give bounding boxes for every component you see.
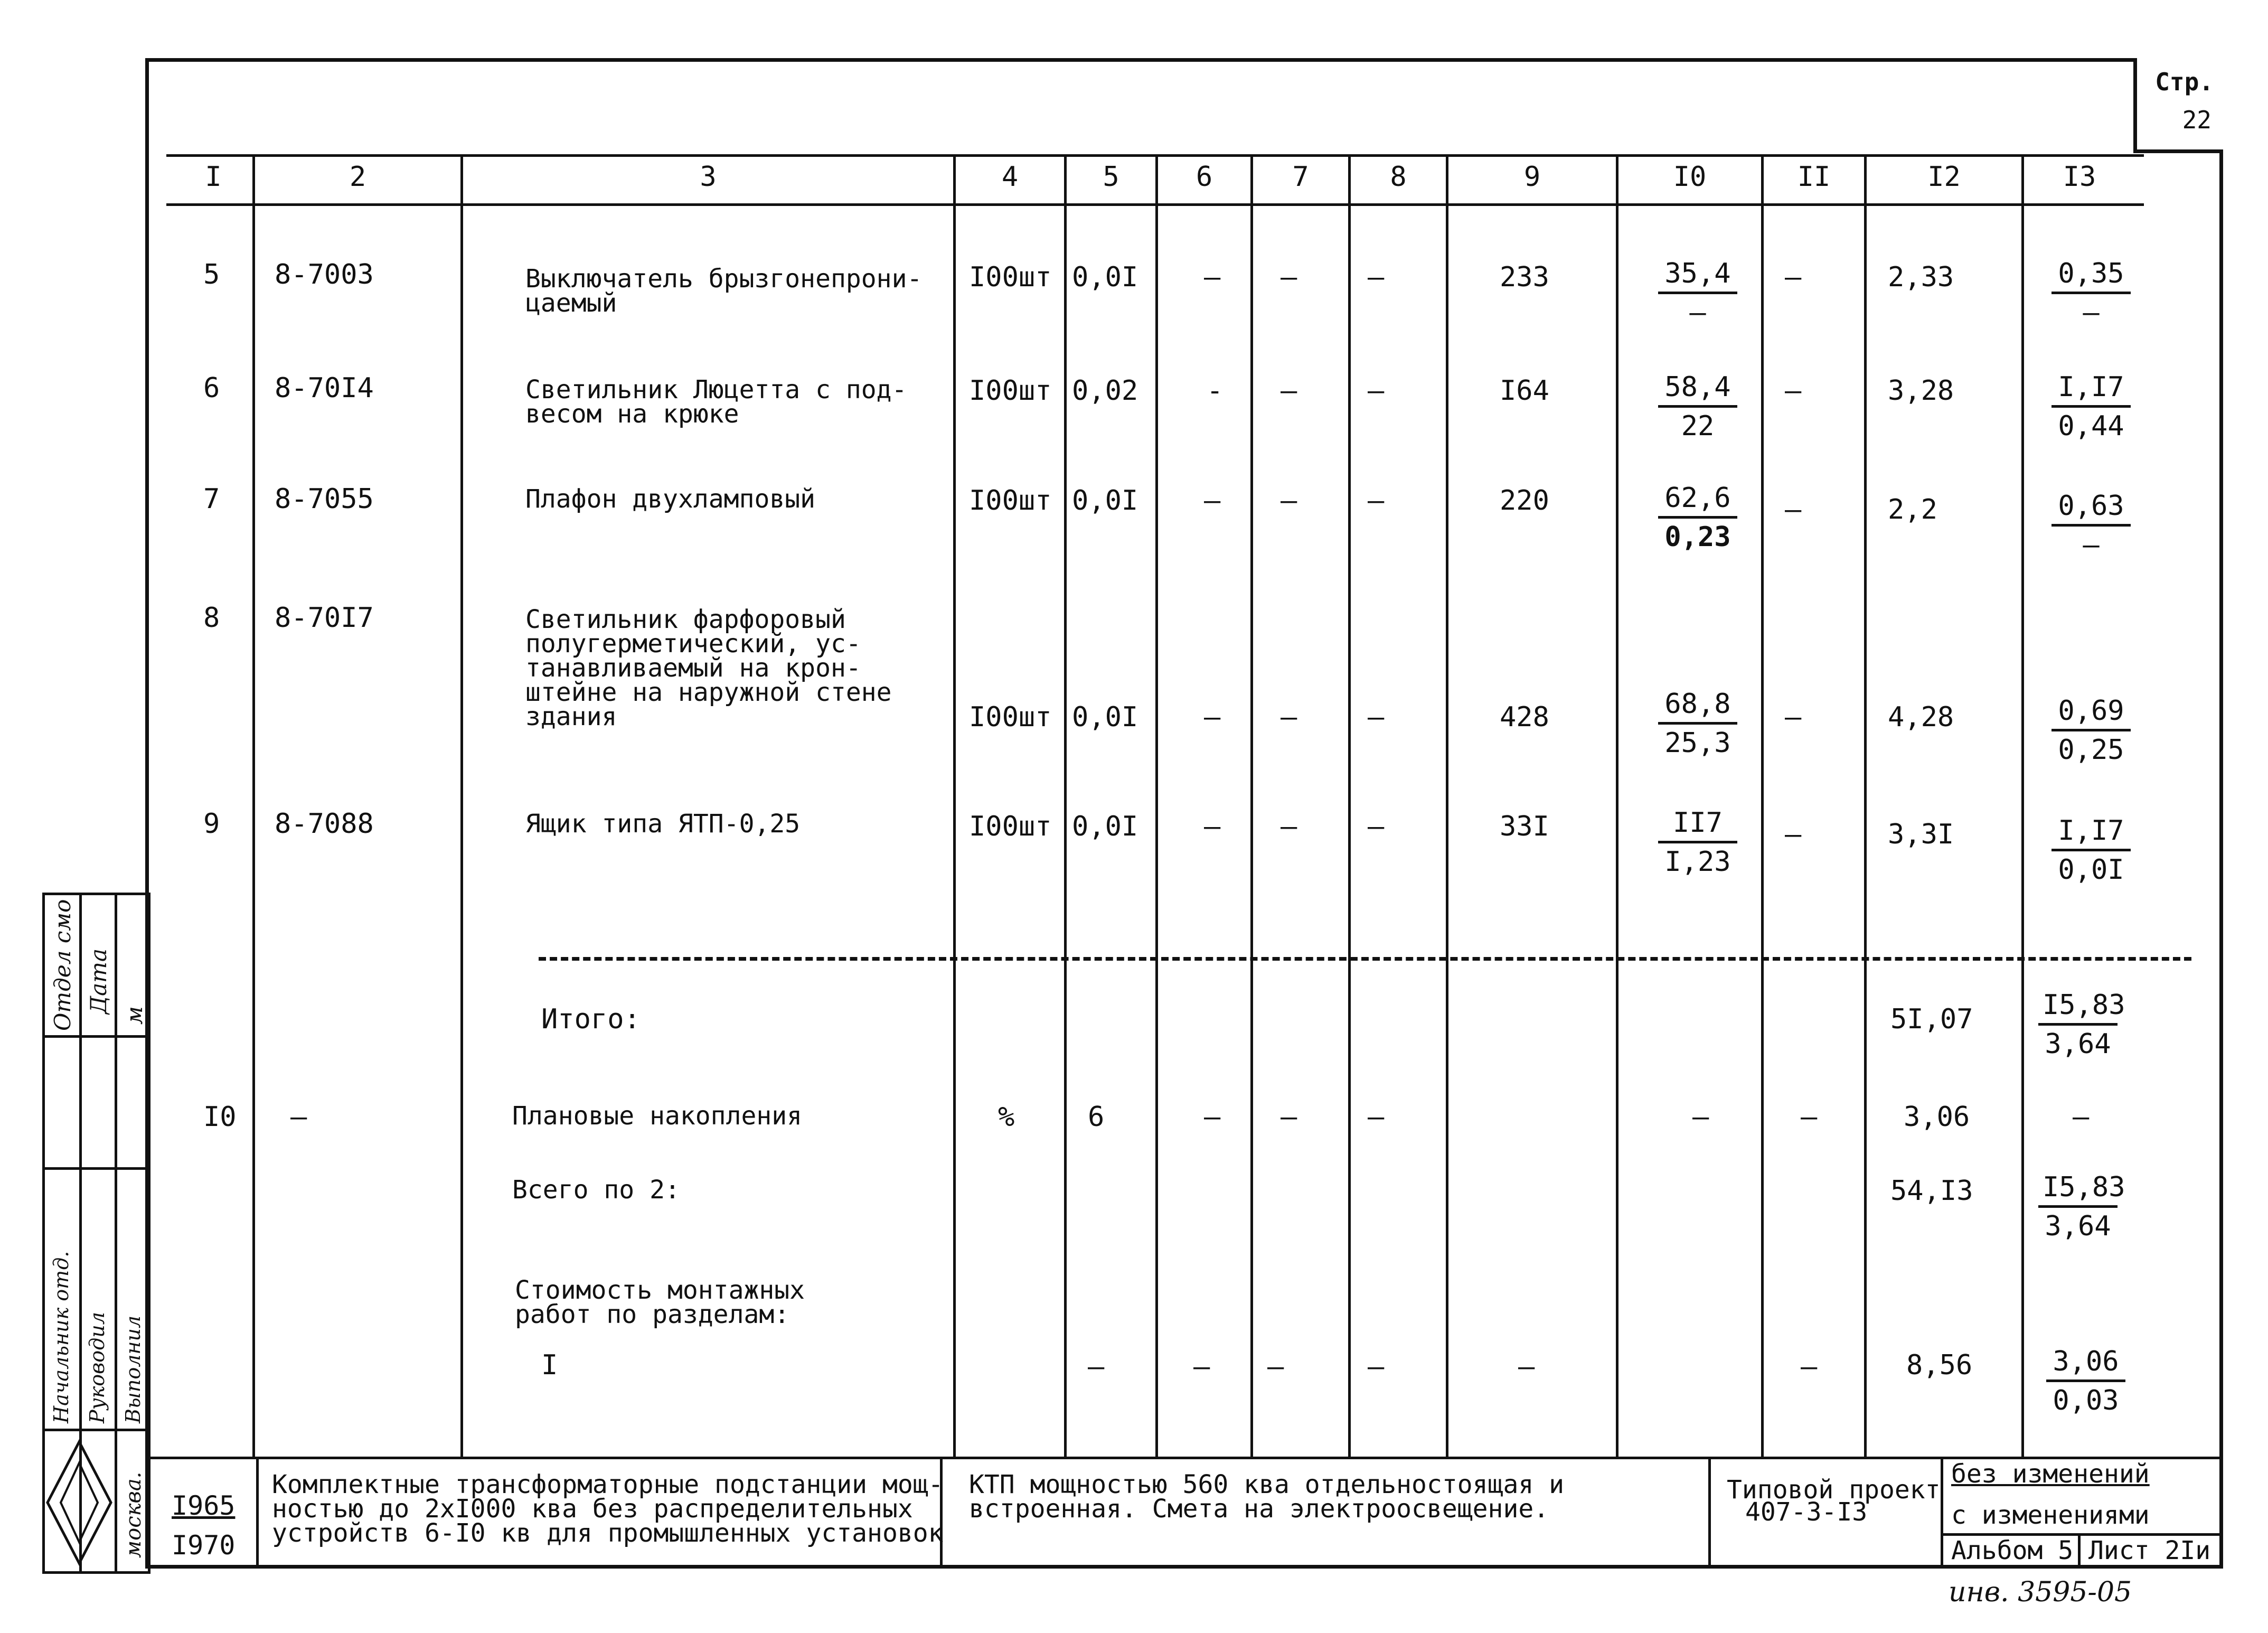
row-qty: 0,0I — [1072, 811, 1138, 842]
row-number: 5 — [203, 259, 220, 290]
row-c6: – — [1204, 485, 1221, 517]
row-c11: – — [1785, 375, 1802, 407]
col-sep — [1864, 154, 1867, 1457]
subtotal-dashed-rule — [539, 957, 2191, 961]
col-sep — [1250, 154, 1253, 1457]
row-c8: – — [1368, 811, 1385, 842]
row-c10-fraction — [1658, 808, 1737, 878]
row-number: I0 — [203, 1101, 237, 1133]
sections-c8: – — [1368, 1351, 1385, 1383]
stamp-header-m: м — [121, 1006, 147, 1025]
sections-c13-bottom: 0,03 — [2053, 1385, 2119, 1416]
row-description: Светильник Люцетта с под- весом на крюке — [525, 375, 907, 429]
page-number: 22 — [2182, 106, 2211, 134]
row-c6: – — [1204, 701, 1221, 733]
row-code: 8-70I4 — [275, 372, 374, 404]
row-c10-top: 68,8 — [1658, 689, 1737, 725]
row-c9: I64 — [1500, 375, 1549, 407]
col-header-7: 7 — [1292, 161, 1309, 193]
row-code: 8-7003 — [275, 259, 374, 290]
stamp-city: москва. — [121, 1471, 146, 1558]
col-header-6: 6 — [1196, 161, 1213, 193]
col-sep — [1446, 154, 1448, 1457]
row-c8: – — [1368, 1101, 1385, 1133]
row-c7: – — [1281, 1101, 1297, 1133]
row-c6: – — [1204, 1101, 1221, 1133]
row-c6: - — [1207, 375, 1224, 407]
subtotal-c13-bottom: 3,64 — [2045, 1028, 2111, 1060]
row-c10-top: 62,6 — [1658, 483, 1737, 519]
col-header-10: I0 — [1673, 161, 1707, 193]
row-c11: – — [1801, 1101, 1818, 1133]
object-name: Комплектные трансформаторные подстанции мощ- ностью до 2хI000 ква без распределительных устройств 6-I0 кв для промышленных установок — [272, 1470, 944, 1548]
sections-c13-fraction — [2046, 1347, 2125, 1417]
col-sep — [1348, 154, 1351, 1457]
sheet-content: КТП мощностью 560 ква отдельностоящая и встроенная. Смета на электроосвещение. — [969, 1470, 1565, 1524]
row-c13-fraction — [2051, 491, 2131, 561]
sections-c12: 8,56 — [1906, 1349, 1973, 1381]
row-number: 7 — [203, 483, 220, 515]
row-c8: – — [1368, 261, 1385, 293]
row-c11: – — [1785, 261, 1802, 293]
row-c9: 220 — [1500, 485, 1549, 517]
grand-total-c12: 54,I3 — [1890, 1175, 1973, 1207]
grand-total-c13-fraction — [2038, 1171, 2125, 1243]
col-sep — [1155, 154, 1158, 1457]
row-c12: 2,33 — [1888, 261, 1954, 293]
title-block — [145, 1457, 2223, 1569]
row-c10-bottom: I,23 — [1664, 846, 1731, 878]
row-description: Ящик типа ЯТП-0,25 — [525, 809, 801, 839]
col-sep — [1064, 154, 1067, 1457]
row-qty: 0,0I — [1072, 261, 1138, 293]
row-c10-bottom: – — [1689, 297, 1706, 329]
col-header-2: 2 — [349, 161, 366, 193]
col-sep — [953, 154, 956, 1457]
row-c10-fraction — [1658, 689, 1737, 759]
row-c11: – — [1785, 494, 1802, 525]
row-c10-bottom: 0,23 — [1664, 521, 1731, 553]
stamp-col-sep — [115, 893, 117, 1574]
title-block-top-rule — [145, 1457, 2223, 1459]
col-sep — [2021, 154, 2024, 1457]
grand-total-c13-top: I5,83 — [2038, 1172, 2118, 1208]
grand-total-c13-bottom: 3,64 — [2045, 1210, 2111, 1242]
sections-c13-top: 3,06 — [2046, 1347, 2125, 1382]
col-header-13: I3 — [2063, 161, 2096, 193]
col-header-1: I — [205, 161, 222, 193]
row-c13-top: I,I7 — [2051, 816, 2131, 851]
row-unit: I00шт — [969, 485, 1052, 517]
page-number-box — [2133, 58, 2223, 153]
col-sep — [1761, 154, 1764, 1457]
institute-logo-icon — [45, 1437, 114, 1569]
row-c7: – — [1281, 701, 1297, 733]
row-c13-top: 0,35 — [2051, 259, 2131, 294]
title-block-sep — [1708, 1457, 1711, 1569]
row-c13-bottom: 0,25 — [2058, 734, 2124, 766]
row-qty: 0,02 — [1072, 375, 1138, 407]
approval-stamp — [42, 893, 150, 1574]
row-c10-top: 58,4 — [1658, 372, 1737, 408]
row-c12: 2,2 — [1888, 494, 1937, 525]
stamp-row-sep — [42, 1167, 150, 1170]
row-c10-bottom: 22 — [1681, 410, 1715, 442]
col-header-3: 3 — [700, 161, 717, 193]
row-c10-bottom: 25,3 — [1664, 727, 1731, 759]
col-sep — [252, 154, 255, 1457]
row-unit: % — [998, 1101, 1015, 1133]
inventory-number: инв. 3595-05 — [1949, 1576, 2132, 1608]
col-header-5: 5 — [1103, 161, 1119, 193]
row-c9: 233 — [1500, 261, 1549, 293]
row-c7: – — [1281, 811, 1297, 842]
col-header-4: 4 — [1001, 161, 1019, 193]
row-c10: – — [1692, 1101, 1709, 1133]
title-block-sep — [2078, 1533, 2081, 1569]
subtotal-c13-fraction — [2038, 989, 2125, 1060]
year-start: I965 — [172, 1490, 236, 1521]
row-code: 8-7088 — [275, 808, 374, 840]
row-c11: – — [1785, 701, 1802, 733]
row-c13-bottom: 0,0I — [2058, 854, 2124, 886]
sections-c9: – — [1518, 1351, 1535, 1383]
subtotal-label: Итого: — [541, 1003, 641, 1035]
stamp-row-sep — [42, 1035, 150, 1038]
stamp-role-head: Начальник отд. — [50, 1251, 73, 1423]
row-c6: – — [1204, 811, 1221, 842]
row-unit: I00шт — [969, 261, 1052, 293]
row-c13: – — [2073, 1101, 2090, 1133]
row-c12: 3,06 — [1904, 1101, 1970, 1133]
row-qty: 0,0I — [1072, 485, 1138, 517]
row-description: Плафон двухламповый — [525, 484, 816, 514]
row-c9: 428 — [1500, 701, 1549, 733]
row-description: Плановые накопления — [512, 1101, 803, 1131]
row-unit: I00шт — [969, 375, 1052, 407]
row-number: 8 — [203, 602, 220, 634]
row-c9: 33I — [1500, 811, 1549, 842]
row-unit: I00шт — [969, 701, 1052, 733]
page-label: Стр. — [2155, 68, 2214, 96]
row-c13-top: 0,63 — [2051, 491, 2131, 527]
row-unit: I00шт — [969, 811, 1052, 842]
row-c10-top: 35,4 — [1658, 259, 1737, 294]
row-code: 8-70I7 — [275, 602, 374, 634]
row-code: 8-7055 — [275, 483, 374, 515]
stamp-header-date: Дата — [86, 948, 111, 1014]
row-c7: – — [1281, 375, 1297, 407]
sheet-number: Лист 2Iи — [2088, 1536, 2211, 1565]
row-c12: 3,3I — [1888, 819, 1954, 850]
row-c13-fraction — [2051, 372, 2131, 443]
album-number: Альбом 5 — [1951, 1536, 2074, 1565]
row-c12: 4,28 — [1888, 701, 1954, 733]
row-code: – — [290, 1101, 307, 1133]
sections-label: Стоимость монтажных работ по разделам: — [515, 1275, 805, 1329]
sections-c11: – — [1801, 1351, 1818, 1383]
status-unchanged: без изменений — [1951, 1459, 2150, 1489]
row-c13-bottom: – — [2083, 297, 2100, 329]
row-c8: – — [1368, 485, 1385, 517]
stamp-role-executor: Выполнил — [121, 1315, 145, 1423]
row-c10-fraction — [1658, 259, 1737, 329]
row-number: 6 — [203, 372, 220, 404]
sections-c6: – — [1193, 1351, 1210, 1383]
row-c10-fraction — [1658, 483, 1737, 553]
col-header-11: II — [1797, 161, 1831, 193]
row-c7: – — [1281, 261, 1297, 293]
row-c7: – — [1281, 485, 1297, 517]
sections-number: I — [541, 1349, 558, 1381]
col-header-9: 9 — [1523, 161, 1541, 193]
col-header-12: I2 — [1927, 161, 1961, 193]
project-number: 407-3-I3 — [1745, 1497, 1868, 1527]
row-c13-fraction — [2051, 696, 2131, 766]
sections-c5: – — [1088, 1351, 1105, 1383]
col-sep — [1616, 154, 1618, 1457]
sections-c7: – — [1267, 1351, 1284, 1383]
row-description: Светильник фарфоровый полугерметический, ус- танавливаемый на крон- штейне на наружной стене здания — [525, 605, 892, 731]
col-sep — [460, 154, 463, 1457]
row-c6: – — [1204, 261, 1221, 293]
stamp-header-dept: Отдел смо — [50, 899, 76, 1031]
stamp-role-lead: Руководил — [86, 1312, 109, 1423]
row-c10-top: II7 — [1658, 808, 1737, 843]
row-c13-top: I,I7 — [2051, 372, 2131, 408]
row-c13-top: 0,69 — [2051, 696, 2131, 731]
row-number: 9 — [203, 808, 220, 840]
row-c10-fraction — [1658, 372, 1737, 443]
row-qty: 6 — [1088, 1101, 1105, 1133]
row-qty: 0,0I — [1072, 701, 1138, 733]
row-c8: – — [1368, 375, 1385, 407]
stamp-row-sep — [42, 1429, 150, 1431]
grand-total-label: Всего по 2: — [512, 1175, 680, 1205]
project-label: Типовой проект — [1727, 1475, 1941, 1505]
row-c8: – — [1368, 701, 1385, 733]
row-c13-bottom: 0,44 — [2058, 410, 2124, 442]
title-block-sep — [1941, 1457, 1943, 1569]
status-changed: с изменениями — [1951, 1500, 2150, 1530]
col-header-8: 8 — [1390, 161, 1407, 193]
row-c13-bottom: – — [2083, 529, 2100, 561]
row-c11: – — [1785, 819, 1802, 850]
row-c13-fraction — [2051, 816, 2131, 886]
subtotal-c12: 5I,07 — [1890, 1003, 1973, 1035]
row-c12: 3,28 — [1888, 375, 1954, 407]
row-description: Выключатель брызгонепрони- цаемый — [525, 264, 923, 318]
year-end: I970 — [172, 1530, 236, 1561]
row-c13-fraction — [2051, 259, 2131, 329]
title-block-sep — [256, 1457, 259, 1569]
subtotal-c13-top: I5,83 — [2038, 990, 2118, 1026]
